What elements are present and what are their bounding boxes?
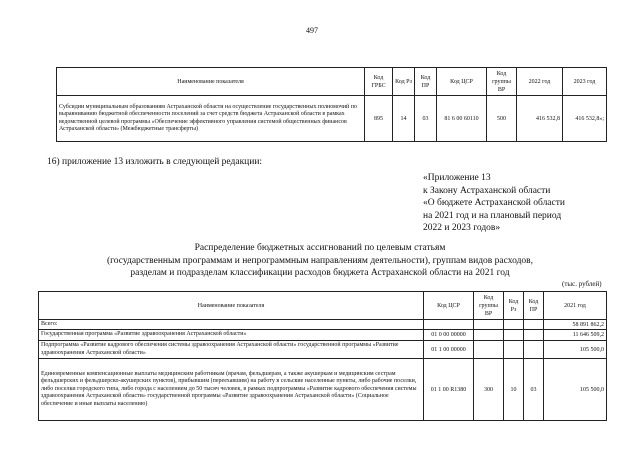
column-header: Код ЦСР bbox=[437, 68, 487, 96]
cell-vr: 300 bbox=[474, 359, 504, 421]
cell-amount: 58 891 862,2 bbox=[544, 320, 607, 330]
column-header: Код группы ВР bbox=[474, 292, 504, 320]
table-row bbox=[39, 320, 607, 330]
cell-csr: 01 1 00 R1380 bbox=[424, 359, 474, 421]
instruction-text: 16) приложение 13 изложить в следующей редакции: bbox=[47, 157, 263, 167]
cell-csr bbox=[424, 320, 474, 330]
column-header: Код ЦСР bbox=[424, 292, 474, 320]
appendix-line: к Закону Астраханской области bbox=[423, 185, 551, 196]
column-header: Код Рз bbox=[504, 292, 524, 320]
cell-pr bbox=[524, 330, 544, 341]
column-header: Код ПР bbox=[415, 68, 437, 96]
document-title bbox=[0, 242, 640, 280]
table-row bbox=[39, 359, 607, 421]
table-row bbox=[57, 96, 607, 142]
cell-rz bbox=[504, 320, 524, 330]
table-header-row bbox=[39, 292, 607, 320]
appendix-header bbox=[423, 172, 623, 235]
cell-vr bbox=[474, 320, 504, 330]
cell-vr: 500 bbox=[487, 96, 517, 142]
cell-rz: 14 bbox=[393, 96, 415, 142]
column-header: Код ГРБС bbox=[365, 68, 393, 96]
table-row bbox=[39, 341, 607, 359]
cell-amount: 105 500,0 bbox=[544, 341, 607, 359]
page-number: 497 bbox=[306, 26, 318, 35]
title-line: разделам и подразделам классификации расходов бюджета Астраханской области на 2021 год bbox=[130, 268, 510, 278]
units-label: (тыс. рублей) bbox=[562, 280, 602, 288]
cell-pr: 03 bbox=[415, 96, 437, 142]
cell-pr bbox=[524, 341, 544, 359]
cell-vr bbox=[474, 341, 504, 359]
continuation-table bbox=[56, 67, 607, 142]
cell-rz bbox=[504, 341, 524, 359]
row-name: Подпрограмма «Развитие кадрового обеспечения системы здравоохранения Астраханской области» государственной программы «Развитие здравоохранения Астраханской области» bbox=[39, 341, 424, 359]
row-name: Государственная программа «Развитие здравоохранения Астраханской области» bbox=[39, 330, 424, 341]
cell-2023: 416 532,8»; bbox=[563, 96, 607, 142]
cell-amount: 105 500,0 bbox=[544, 359, 607, 421]
cell-2022: 416 532,8 bbox=[517, 96, 563, 142]
column-header: 2021 год bbox=[544, 292, 607, 320]
row-name: Субсидии муниципальным образованиям Астраханской области на осуществление государственных полномочий по выравниванию бюджетной обеспеченности поселений за счет средств бюджета Астраханской области в рамках ведомственной целевой программы «Обеспечение эффективного управления системой общественных финансов Астраханской области» (Межбюджетные трансферты) bbox=[57, 96, 365, 142]
cell-grbs: 895 bbox=[365, 96, 393, 142]
appendix-line: «Приложение 13 bbox=[423, 173, 491, 183]
cell-amount: 11 646 509,2 bbox=[544, 330, 607, 341]
title-line: Распределение бюджетных ассигнований по целевым статьям bbox=[194, 243, 446, 253]
row-name: Всего: bbox=[39, 320, 424, 330]
column-header: Код ПР bbox=[524, 292, 544, 320]
cell-pr: 03 bbox=[524, 359, 544, 421]
cell-rz bbox=[504, 330, 524, 341]
column-header: Код Рз bbox=[393, 68, 415, 96]
appendix-line: 2022 и 2023 годов» bbox=[423, 223, 501, 233]
cell-pr bbox=[524, 320, 544, 330]
title-line: (государственным программам и непрограммным направлениям деятельности), группам видов расходов, bbox=[106, 255, 534, 266]
cell-csr: 01 1 00 00000 bbox=[424, 341, 474, 359]
cell-csr: 81 6 00 60110 bbox=[437, 96, 487, 142]
cell-rz: 10 bbox=[504, 359, 524, 421]
cell-vr bbox=[474, 330, 504, 341]
distribution-table bbox=[38, 291, 607, 421]
cell-csr: 01 0 00 00000 bbox=[424, 330, 474, 341]
appendix-line: на 2021 год и на плановый период bbox=[423, 210, 562, 221]
row-name: Единовременные компенсационные выплаты медицинским работникам (врачам, фельдшерам, а также акушеркам и медицинским сестрам фельдшерских и фельдшерско-акушерских пунктов), прибывшим (переехавшим) на работу в сельские населенные пункты, либо рабочие поселки, либо поселки городского типа, либо города с населением до 50 тысяч человек, в рамках подпрограммы «Развитие кадрового обеспечения системы здравоохранения Астраханской области» государственной программы «Развитие здравоохранения Астраханской области» (Социальное обеспечение и иные выплаты населению) bbox=[39, 359, 424, 421]
table-header-row bbox=[57, 68, 607, 96]
column-header: 2023 год bbox=[563, 68, 607, 96]
column-header: 2022 год bbox=[517, 68, 563, 96]
column-header: Код группы ВР bbox=[487, 68, 517, 96]
column-header: Наименование показателя bbox=[39, 292, 424, 320]
column-header: Наименование показателя bbox=[57, 68, 365, 96]
table-row bbox=[39, 330, 607, 341]
appendix-line: «О бюджете Астраханской области bbox=[423, 198, 565, 208]
